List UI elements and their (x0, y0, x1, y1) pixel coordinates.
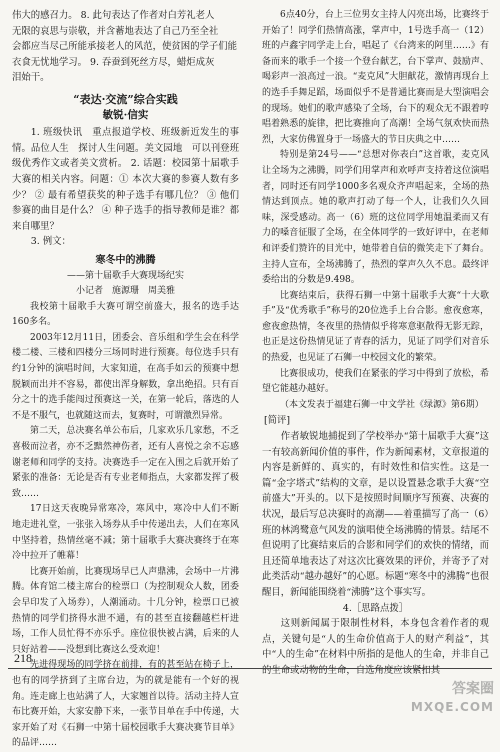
article-paragraph: 先进得现场的同学挤在前排，有的甚至站在椅子上，也有的同学挤到了主席台边，为的就是能有一个好的视角。连走廊上也站满了人，大家翘首以待。活动主持人宣布比赛开始，大家安静下来，一张节目单在手中传递，大家开始了对《石狮一中第十届校园歌手大赛决赛节目单》的品评…… (12, 660, 239, 749)
article-paragraph: 我校第十届歌手大赛可谓空前盛大，报名的选手达160多名。 (12, 301, 239, 328)
answer-paragraph: 1. 班级快讯 重点报道学校、班级新近发生的事情。品位人生 探讨人生问题。美文园地 可以刊登班级优秀作文或者美文赏析。 2. 话题：校园第十届歌手大赛的相关内容。问题：① 本次大赛的参赛人数有多少？ ② 最有希望获奖的种子选手有哪几位？ ③ 他们参赛的曲目是什么？ ④ 种子选手的指导教师是谁？都来自哪里？ (12, 127, 239, 232)
section-subtitle: 敏锐·信实 (102, 108, 149, 121)
intro-line: 衣食无忧地学习。 9. 吞蚕到死丝方尽，蜡炬成灰 (12, 56, 215, 68)
comment-paragraph: 作者敏锐地捕捉到了学校举办“第十届歌手大赛”这一有较高新闻价值的事件，作为新闻素材，文章报道的内容是新鲜的、真实的，有时效性和信实性。这是一篇“金字塔式”结构的文章，是以设置悬念歌手大赛“空前盛大”开头的。以下是按照时间顺序写预赛、决赛的状况，最后写总决赛时的高潮——着重描写了高一（6）班的林鸿鹭意气风发的演唱使全场沸腾的情景。结尾不但说明了比赛结束后的合影和同学们的欢快的情绪，而且还简单地表达了对这次比赛效果的评价，并寄予了对此类活动“越办越好”的心愿。标题“寒冬中的沸腾”也很醒目，新闻能围绕着“沸腾”这个事实写。 (262, 431, 489, 598)
comment-label-text: [简评] (264, 415, 291, 427)
article-paragraph: 2003年12月11日，团委会、音乐组和学生会在科学楼二楼、三楼和四楼分三场同时进行预赛。每位选手只有约1分钟的演唱时间，大家知道，在高手如云的预赛中想脱颖而出并不容易，都使出浑身解数，拿出绝招。只有百分之十的选手能闯过预赛这一关，在第一轮后，落选的人不是不服气，也就随这而去，复赛时，可谓激烈异常。 (12, 332, 239, 421)
watermark-logo (384, 680, 494, 720)
article-source-note: （本文发表于福建石狮一中文学社《绿源》第6期） (280, 399, 484, 410)
article-paragraph: 17日这天夜晚异常寒冷，寒风中，寒冷中人们不断地走进礼堂，一张张入场券从手中传递出去，人们在寒风中坚持着，热情丝毫不减；第十届歌手大赛决赛终于在寒冷中拉开了帷幕！ (12, 504, 239, 562)
article-title: 寒冬中的沸腾 (95, 254, 156, 266)
article-byline: 小记者 施源珊 周美雅 (75, 286, 175, 297)
article-paragraph: 第二天，总决赛名单公布后，几家欢乐几家愁，不乏喜极而泣者，亦不乏黯然神伤者，还有人喜悦之余不忘感谢老师和同学的支持。决赛选手一定在入围之后就开始了紧张的准备：无论是否有专业老师指点，大家都发挥了极致…… (12, 426, 239, 499)
article-paragraph: 比赛结束后，获得石狮一中第十届歌手大赛“十大歌手”及“优秀歌手”称号的20位选手上台合影。愈夜愈寒，愈夜愈热情，冬夜里的热情似乎将寒意驱散得无影无踪，也正是这份热情见证了青春的活力，见证了同学们对音乐的热爱，也见证了石狮一中校园文化的繁荣。 (262, 290, 489, 364)
answer-paragraph: 3. 例文： (30, 236, 71, 248)
footer-divider (8, 668, 492, 669)
article-paragraph: 6点40分，台上三位男女主持人闪亮出场，比赛终于开始了！同学们热情高涨，掌声中，1号选手高一（12）班的卢鑫宇同学走上台，唱起了《台湾来的阿里……》有备而来的歌手一个接一个登台献艺，台下掌声、鼓励声、喝彩声一浪高过一浪。“麦克风”大胆献花，激情再现台上的选手手舞足蹈，场面似乎不是普通比赛而是大型演唱会的现场。她们的歌声感染了全场，台下的观众无不跟着哼唱着熟悉的旋律，把比赛推向了高潮！全场气氛欢快而热烈，大家仿佛置身于一场盛大的节日庆典之中…… (262, 10, 489, 145)
article-paragraph: 比赛开始前，比赛现场早已人声鼎沸，会场中一片沸腾。体育馆二楼主席台的检票口（为控制观众人数，团委会早印发了入场券），人潮涌动。十几分钟，检票口已被热情的同学们挤得水泄不通，有的甚至直接翻越栏杆进场，工作人员忙得不亦乐乎。座位很快被占满，后来的人只好站着——没想到比赛这么受欢迎！ (12, 566, 239, 655)
section-title: “表达·交流”综合实践 (73, 92, 178, 106)
right-column (262, 8, 489, 679)
comment-label (262, 413, 489, 429)
left-column (12, 8, 239, 752)
watermark-line2: MXQE.COM (410, 700, 494, 714)
intro-line: 伟大的感召力。 8. 此句表达了作者对白芳礼老人 (12, 10, 215, 21)
intro-line: 泪始干。 (12, 72, 50, 84)
intro-line: 会都应当尽己所能承接老人的风范，使贫困的学子们能 (12, 41, 238, 53)
tips-label: 4.［思路点拨］ (342, 602, 409, 614)
watermark-line1: 答案圈 (452, 681, 494, 697)
page-number: 218 (14, 651, 32, 665)
article-paragraph: 比赛很成功，使我们在紧张的学习中得到了放松，希望它能越办越好。 (262, 368, 489, 395)
tips-paragraph: 这则新闻属于限制性材料，本身包含着作者的观点，关键句是“人的生命价值高于人的财产利益”，其中“人的生命”在材料中所指的是他人的生命，并非自己的生命或动物的生命，自选角度应该紧扣其 (262, 618, 489, 676)
intro-line: 无限的哀思与崇敬，并含蓄地表达了自己乃至全社 (12, 25, 219, 37)
article-paragraph: 特别是第24号——“总想对你表白”这首歌，麦克风让全场为之沸腾，同学们用掌声和欢呼声支持着这位演唱者，同时还有同学1000多名观众齐声唱起来，全场的热情达到顶点。她的歌声打动了每一个人，让我们久久回味，深受感动。高一（6）班的这位同学用她温柔而又有力的嗓音征服了全场，在全体同学的一致好评中，在老师和评委们赞许的目光中，她带着自信的微笑走下了舞台。主持人宣布，全场沸腾了，热烈的掌声久久不息。最终评委给出的分数是9.498。 (262, 150, 489, 286)
article-subtitle: ——第十届歌手大赛现场纪实 (66, 270, 184, 281)
